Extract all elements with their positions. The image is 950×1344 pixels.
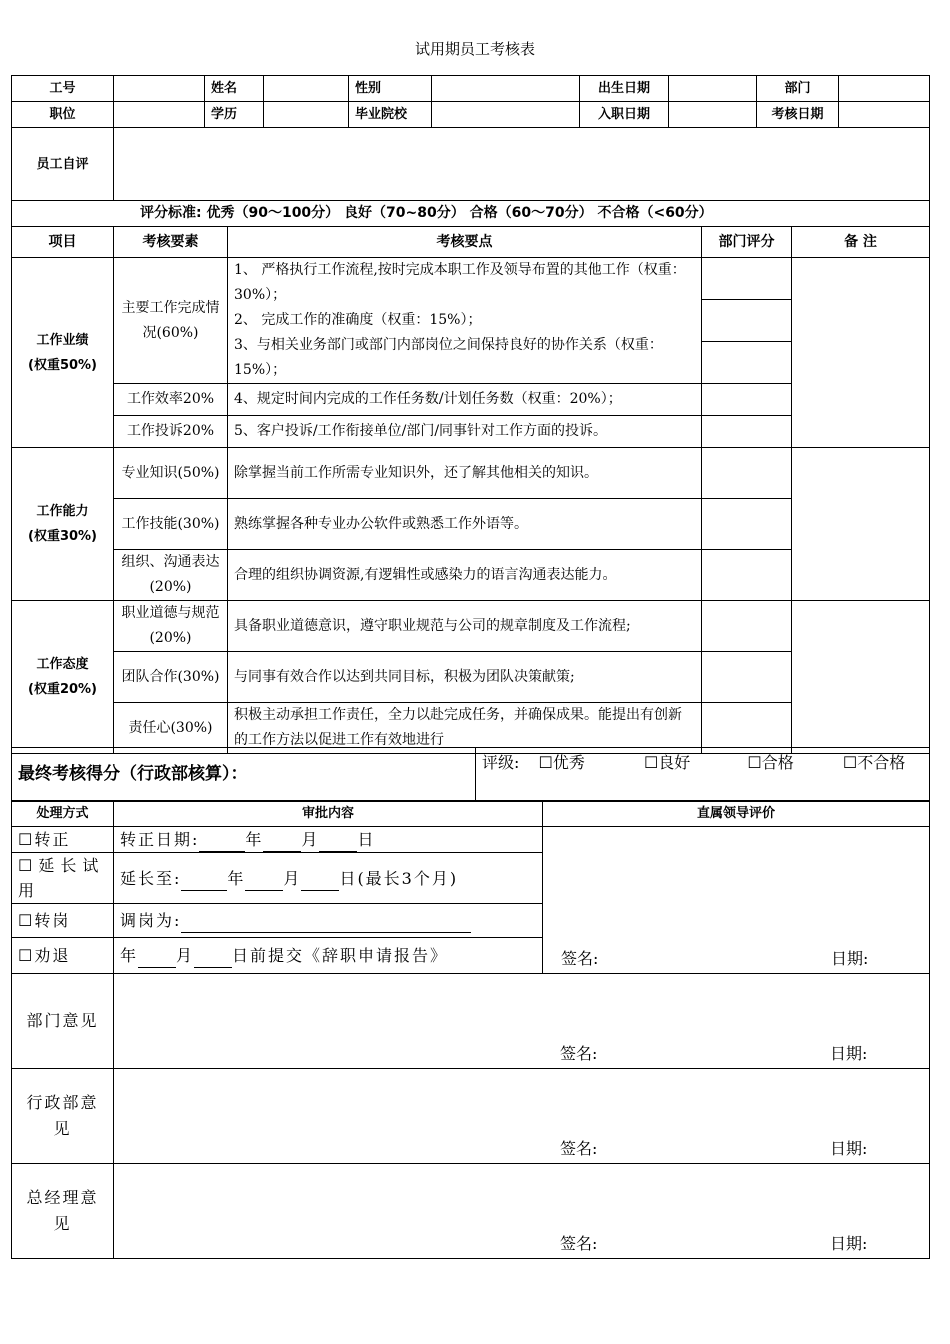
gm-sign-label: 签名: bbox=[560, 1234, 598, 1253]
confirm-year-field[interactable] bbox=[199, 835, 245, 852]
complaint-point: 5、客户投诉/工作衔接单位/部门/同事针对工作方面的投诉。 bbox=[228, 416, 702, 448]
complaint-score[interactable] bbox=[702, 416, 792, 448]
confirm-day-label: 日 bbox=[357, 830, 376, 849]
attitude-point-3: 积极主动承担工作责任，全力以赴完成任务，并确保成果。能提出有创新的工作方法以促进工作有效地进行 bbox=[228, 703, 702, 754]
confirm-month-label: 月 bbox=[301, 830, 320, 849]
employee-id-field[interactable] bbox=[114, 76, 205, 102]
attitude-title-text: 工作态度 bbox=[36, 657, 89, 672]
confirm-date-label: 转正日期: bbox=[120, 830, 200, 849]
birth-date-label: 出生日期 bbox=[580, 76, 669, 102]
department-field[interactable] bbox=[839, 76, 930, 102]
opinions-table bbox=[11, 973, 930, 1259]
attitude-point-2: 与同事有效合作以达到共同目标，积极为团队决策献策; bbox=[228, 652, 702, 703]
confirm-year-label: 年 bbox=[245, 830, 264, 849]
header-remark: 备 注 bbox=[792, 227, 930, 258]
attitude-score-2[interactable] bbox=[702, 652, 792, 703]
option-confirm-checkbox[interactable]: ☐转正 bbox=[12, 827, 114, 853]
dept-opinion-field[interactable] bbox=[114, 974, 930, 1069]
attitude-score-3[interactable] bbox=[702, 703, 792, 754]
extend-month-field[interactable] bbox=[245, 874, 283, 891]
extend-day-label: 日(最长3个月) bbox=[339, 868, 459, 888]
performance-title bbox=[12, 258, 114, 448]
option-dismiss-checkbox[interactable]: ☐劝退 bbox=[12, 938, 114, 974]
confirm-date-line bbox=[114, 827, 543, 853]
dept-sign-label: 签名: bbox=[560, 1044, 598, 1063]
gm-opinion-label: 总经理意见 bbox=[12, 1164, 114, 1259]
grade-good-checkbox[interactable]: ☐良好 bbox=[643, 753, 691, 772]
transfer-field[interactable] bbox=[181, 916, 471, 933]
score-cell-1[interactable] bbox=[702, 258, 791, 300]
attitude-weight: (权重20%) bbox=[28, 682, 97, 697]
main-work-points bbox=[228, 258, 702, 384]
position-field[interactable] bbox=[114, 102, 205, 128]
admin-opinion-label: 行政部意见 bbox=[12, 1069, 114, 1164]
header-points: 考核要点 bbox=[228, 227, 702, 258]
confirm-month-field[interactable] bbox=[263, 835, 301, 852]
extend-year-field[interactable] bbox=[181, 874, 227, 891]
hire-date-field[interactable] bbox=[669, 102, 757, 128]
review-date-label: 考核日期 bbox=[757, 102, 839, 128]
gender-field[interactable] bbox=[432, 76, 580, 102]
efficiency-score[interactable] bbox=[702, 384, 792, 416]
dept-date-label: 日期: bbox=[830, 1044, 868, 1063]
grade-label: 评级: bbox=[482, 753, 520, 772]
option-transfer-checkbox[interactable]: ☐转岗 bbox=[12, 904, 114, 938]
ability-remark[interactable] bbox=[792, 448, 930, 601]
page-title: 试用期员工考核表 bbox=[414, 40, 535, 58]
attitude-score-1[interactable] bbox=[702, 601, 792, 652]
main-work-score[interactable] bbox=[702, 258, 792, 384]
performance-weight: (权重50%) bbox=[28, 357, 97, 373]
dismiss-line bbox=[114, 938, 543, 974]
dept-opinion-label: 部门意见 bbox=[12, 974, 114, 1069]
ability-point-1: 除掌握当前工作所需专业知识外，还了解其他相关的知识。 bbox=[228, 448, 702, 499]
confirm-day-field[interactable] bbox=[319, 835, 357, 852]
name-label: 姓名 bbox=[205, 76, 264, 102]
name-field[interactable] bbox=[264, 76, 349, 102]
ability-score-3[interactable] bbox=[702, 550, 792, 601]
final-grade bbox=[476, 748, 930, 802]
grade-pass-checkbox[interactable]: ☐合格 bbox=[747, 753, 794, 772]
attitude-title bbox=[12, 601, 114, 754]
leader-sign-label: 签名: bbox=[561, 949, 599, 968]
education-label: 学历 bbox=[205, 102, 264, 128]
extend-month-label: 月 bbox=[283, 868, 302, 888]
employee-id-label: 工号 bbox=[12, 76, 114, 102]
evaluation-table bbox=[11, 127, 930, 754]
main-point-3: 3、与相关业务部门或部门内部岗位之间保持良好的协作关系（权重：15%）； bbox=[234, 337, 663, 378]
admin-opinion-field[interactable] bbox=[114, 1069, 930, 1164]
review-date-field[interactable] bbox=[839, 102, 930, 128]
transfer-line bbox=[114, 904, 543, 938]
header-dept-score: 部门评分 bbox=[702, 227, 792, 258]
leader-header: 直属领导评价 bbox=[543, 801, 930, 827]
attitude-point-1: 具备职业道德意识，遵守职业规范与公司的规章制度及工作流程; bbox=[228, 601, 702, 652]
position-label: 职位 bbox=[12, 102, 114, 128]
ability-weight: (权重30%) bbox=[28, 529, 97, 544]
score-cell-3[interactable] bbox=[702, 342, 791, 383]
extend-date-line bbox=[114, 853, 543, 904]
hire-date-label: 入职日期 bbox=[580, 102, 669, 128]
header-item: 项目 bbox=[12, 227, 114, 258]
dismiss-month-field[interactable] bbox=[138, 951, 176, 968]
transfer-label: 调岗为: bbox=[120, 911, 182, 930]
ability-title-text: 工作能力 bbox=[36, 504, 89, 519]
dismiss-text: 日前提交《辞职申请报告》 bbox=[232, 946, 449, 965]
birth-date-field[interactable] bbox=[669, 76, 757, 102]
grade-excellent-checkbox[interactable]: ☐优秀 bbox=[538, 753, 585, 772]
final-score-table bbox=[11, 747, 930, 802]
process-table bbox=[11, 800, 930, 974]
header-factor: 考核要素 bbox=[114, 227, 228, 258]
dismiss-month-label: 月 bbox=[176, 946, 195, 965]
leader-evaluation-cell[interactable] bbox=[543, 827, 930, 974]
attitude-factor-1: 职业道德与规范(20%) bbox=[114, 601, 228, 652]
school-label: 毕业院校 bbox=[349, 102, 432, 128]
ability-score-1[interactable] bbox=[702, 448, 792, 499]
ability-point-3: 合理的组织协调资源,有逻辑性或感染力的语言沟通表达能力。 bbox=[228, 550, 702, 601]
extend-day-field[interactable] bbox=[301, 874, 339, 891]
extend-label: 延长至: bbox=[120, 868, 182, 888]
info-table bbox=[11, 75, 930, 128]
school-field[interactable] bbox=[432, 102, 580, 128]
grade-fail-checkbox[interactable]: ☐不合格 bbox=[842, 753, 906, 772]
main-work-factor: 主要工作完成情况(60%) bbox=[114, 258, 228, 384]
education-field[interactable] bbox=[264, 102, 349, 128]
gm-date-label: 日期: bbox=[830, 1234, 868, 1253]
option-extend-checkbox[interactable]: ☐延长试用 bbox=[12, 853, 114, 904]
gm-opinion-field[interactable] bbox=[114, 1164, 930, 1259]
efficiency-factor: 工作效率20% bbox=[114, 384, 228, 416]
gender-label: 性别 bbox=[349, 76, 432, 102]
leader-date-label: 日期: bbox=[831, 949, 869, 968]
attitude-factor-2: 团队合作(30%) bbox=[114, 652, 228, 703]
attitude-factor-3: 责任心(30%) bbox=[114, 703, 228, 754]
main-point-1: 1、 严格执行工作流程,按时完成本职工作及领导布置的其他工作（权重：30%）； bbox=[234, 262, 686, 303]
ability-score-2[interactable] bbox=[702, 499, 792, 550]
efficiency-point: 4、规定时间内完成的工作任务数/计划任务数（权重：20%）； bbox=[228, 384, 702, 416]
ability-point-2: 熟练掌握各种专业办公软件或熟悉工作外语等。 bbox=[228, 499, 702, 550]
ability-factor-3: 组织、沟通表达(20%) bbox=[114, 550, 228, 601]
self-review-label: 员工自评 bbox=[12, 128, 114, 201]
performance-remark[interactable] bbox=[792, 258, 930, 448]
ability-factor-2: 工作技能(30%) bbox=[114, 499, 228, 550]
performance-title-text: 工作业绩 bbox=[36, 332, 89, 348]
method-header: 处理方式 bbox=[12, 801, 114, 827]
admin-sign-label: 签名: bbox=[560, 1139, 598, 1158]
dismiss-day-field[interactable] bbox=[194, 951, 232, 968]
score-cell-2[interactable] bbox=[702, 300, 791, 342]
final-score-label: 最终考核得分（行政部核算）： bbox=[12, 748, 476, 802]
scoring-standard: 评分标准: 优秀（90～100分） 良好（70~80分） 合格（60～70分） 不合格（<60分） bbox=[12, 201, 930, 227]
content-header: 审批内容 bbox=[114, 801, 543, 827]
main-point-2: 2、 完成工作的准确度（权重：15%）； bbox=[234, 312, 482, 328]
ability-factor-1: 专业知识(50%) bbox=[114, 448, 228, 499]
dismiss-year-label: 年 bbox=[120, 946, 139, 965]
complaint-factor: 工作投诉20% bbox=[114, 416, 228, 448]
department-label: 部门 bbox=[757, 76, 839, 102]
admin-date-label: 日期: bbox=[830, 1139, 868, 1158]
attitude-remark[interactable] bbox=[792, 601, 930, 754]
extend-year-label: 年 bbox=[227, 868, 246, 888]
ability-title bbox=[12, 448, 114, 601]
self-review-field[interactable] bbox=[114, 128, 930, 201]
